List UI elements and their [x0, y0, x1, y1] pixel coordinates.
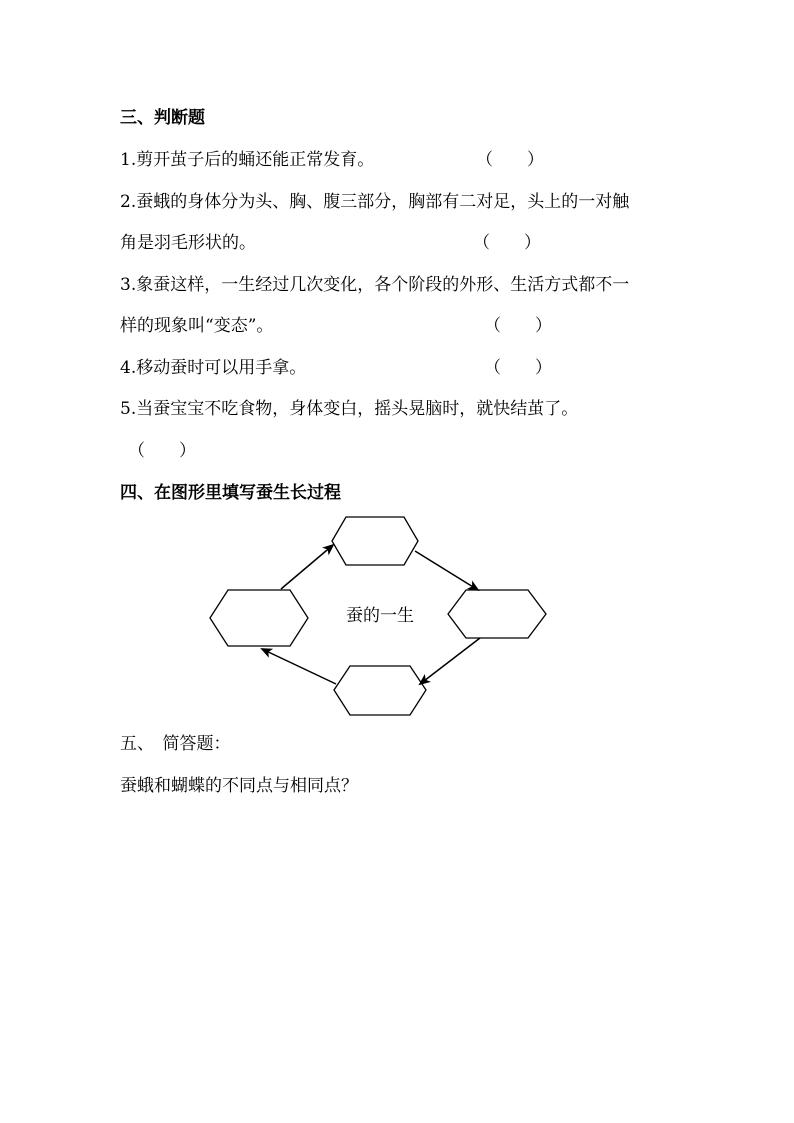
- question-3-text-line-1: 3.象蚕这样，一生经过几次变化，各个阶段的外形、生活方式都不一: [120, 275, 630, 295]
- question-5-text: 5.当蚕宝宝不吃食物，身体变白，摇头晃脑时，就快结茧了。: [120, 399, 579, 419]
- lifecycle-center-label: 蚕的一生: [346, 606, 414, 626]
- question-4-answer-blank[interactable]: （ ）: [484, 358, 552, 378]
- question-2-answer-blank[interactable]: （ ）: [473, 233, 541, 253]
- arrow-left-to-top: [281, 545, 333, 589]
- question-4-text: 4.移动蚕时可以用手拿。: [120, 358, 307, 378]
- question-2-text-line-2: 角是羽毛形状的。: [120, 233, 256, 253]
- question-3-answer-blank[interactable]: （ ）: [484, 316, 552, 336]
- section-5-heading: 五、 简答题：: [120, 734, 231, 754]
- arrow-bottom-to-left: [262, 649, 336, 684]
- question-1-text: 1.剪开茧子后的蛹还能正常发育。: [120, 150, 375, 170]
- question-2-text-line-1: 2.蚕蛾的身体分为头、胸、腹三部分，胸部有二对足，头上的一对触: [120, 192, 630, 212]
- lifecycle-hexagon-top[interactable]: [332, 517, 418, 565]
- question-3-text-line-2: 样的现象叫“变态”。: [120, 316, 274, 336]
- arrow-right-to-bottom: [420, 638, 480, 684]
- question-5-answer-blank[interactable]: （ ）: [128, 441, 196, 461]
- section-5-question: 蚕蛾和蝴蝶的不同点与相同点？: [120, 776, 358, 796]
- lifecycle-hexagon-bottom[interactable]: [334, 666, 426, 715]
- lifecycle-hexagon-right[interactable]: [448, 590, 546, 638]
- arrow-top-to-right: [415, 551, 478, 590]
- section-4-heading: 四、在图形里填写蚕生长过程: [120, 483, 341, 503]
- lifecycle-hexagon-left[interactable]: [210, 590, 308, 646]
- section-3-heading: 三、判断题: [120, 108, 205, 128]
- question-1-answer-blank[interactable]: （ ）: [476, 150, 544, 170]
